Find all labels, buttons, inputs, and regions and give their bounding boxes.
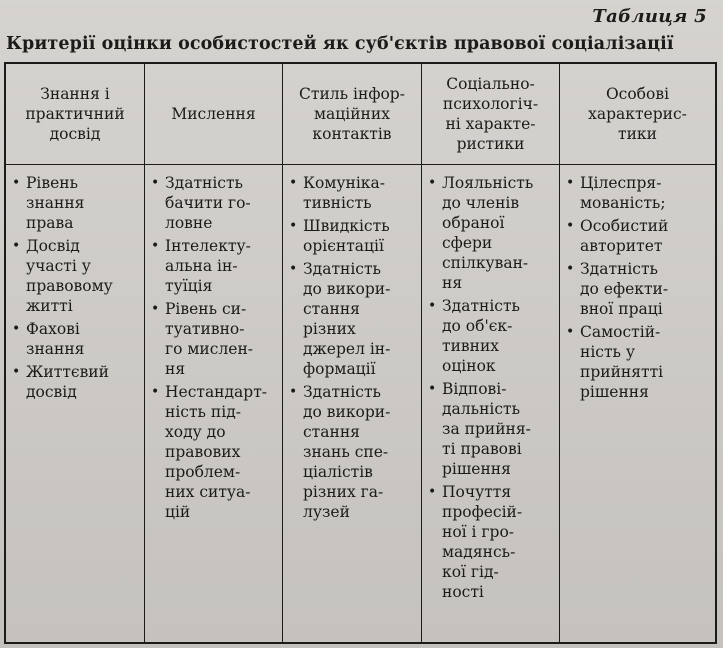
item-text: Лояльність до членів обраної сфери спілкуван- ня <box>442 174 534 292</box>
bullet-icon: • <box>566 175 575 191</box>
list-item <box>428 482 555 602</box>
bullet-icon: • <box>12 175 21 191</box>
bullet-icon: • <box>289 175 298 191</box>
list-item <box>12 362 140 402</box>
bullet-icon: • <box>428 175 437 191</box>
list-item <box>289 259 417 379</box>
list-item <box>151 382 278 522</box>
list-item <box>12 236 140 316</box>
list-item <box>566 259 711 319</box>
list-item <box>289 216 417 256</box>
list-item <box>566 322 711 402</box>
item-text: Життєвий досвід <box>26 363 109 401</box>
bullet-icon: • <box>151 175 160 191</box>
item-text: Рівень си- туативно- го мислен- ня <box>165 300 254 378</box>
header-info-contacts: Стиль інфор- маційних контактів <box>283 64 422 165</box>
item-text: Особистий авторитет <box>580 217 669 255</box>
bullet-icon: • <box>151 301 160 317</box>
list-item <box>428 379 555 479</box>
list-item <box>566 216 711 256</box>
bullet-icon: • <box>12 321 21 337</box>
item-text: Здатність до викори- стання різних джерел ін- формації <box>303 260 391 378</box>
item-text: Здатність бачити го- ловне <box>165 174 251 232</box>
bullet-icon: • <box>428 484 437 500</box>
header-personal: Особові характерис- тики <box>560 64 715 165</box>
table-title: Критерії оцінки особистостей як суб'єктів правової соціалізації <box>6 34 674 54</box>
item-text: Рівень знання права <box>26 174 85 232</box>
list-item <box>151 299 278 379</box>
bullet-icon: • <box>12 238 21 254</box>
list-item <box>151 236 278 296</box>
list-item <box>289 382 417 522</box>
table-number-label: Таблиця 5 <box>592 6 707 27</box>
bullet-icon: • <box>428 298 437 314</box>
bullet-icon: • <box>428 381 437 397</box>
item-text: Нестандарт- ність під- ходу до правових проблем- них ситуа- цій <box>165 383 268 521</box>
item-text: Фахові знання <box>26 320 85 358</box>
column-knowledge <box>6 165 145 642</box>
item-text: Здатність до викори- стання знань спе- ціалістів різних га- лузей <box>303 383 391 521</box>
bullet-icon: • <box>566 324 575 340</box>
item-text: Самостій- ність у прийнятті рішення <box>580 323 664 401</box>
bullet-icon: • <box>566 218 575 234</box>
bullet-icon: • <box>289 261 298 277</box>
column-socio-psych <box>422 165 560 642</box>
item-text: Здатність до ефекти- вної праці <box>580 260 669 318</box>
column-thinking <box>145 165 283 642</box>
list-item <box>428 173 555 293</box>
criteria-table <box>4 62 717 644</box>
bullet-icon: • <box>151 238 160 254</box>
bullet-icon: • <box>151 384 160 400</box>
bullet-icon: • <box>289 218 298 234</box>
list-item <box>12 319 140 359</box>
list-item <box>151 173 278 233</box>
header-knowledge: Знання і практичний досвід <box>6 64 145 165</box>
bullet-icon: • <box>289 384 298 400</box>
header-thinking: Мислення <box>145 64 283 165</box>
item-text: Комуніка- тивність <box>303 174 385 212</box>
list-item <box>12 173 140 233</box>
list-item <box>289 173 417 213</box>
list-item <box>566 173 711 213</box>
list-item <box>428 296 555 376</box>
header-socio-psych: Соціально- психологіч- ні характе- ристики <box>422 64 560 165</box>
item-text: Здатність до об'єк- тивних оцінок <box>442 297 520 375</box>
item-text: Почуття професій- ної і гро- мадянсь- кої гід- ності <box>442 483 523 601</box>
bullet-icon: • <box>566 261 575 277</box>
item-text: Інтелекту- альна ін- туїція <box>165 237 251 295</box>
bullet-icon: • <box>12 364 21 380</box>
item-text: Цілеспря- мованість; <box>580 174 666 212</box>
item-text: Досвід участі у правовому житті <box>26 237 113 315</box>
item-text: Відпові- дальність за прийня- ті правові рішення <box>442 380 531 478</box>
item-text: Швидкість орієнтації <box>303 217 390 255</box>
column-personal <box>560 165 715 642</box>
column-info-contacts <box>283 165 422 642</box>
